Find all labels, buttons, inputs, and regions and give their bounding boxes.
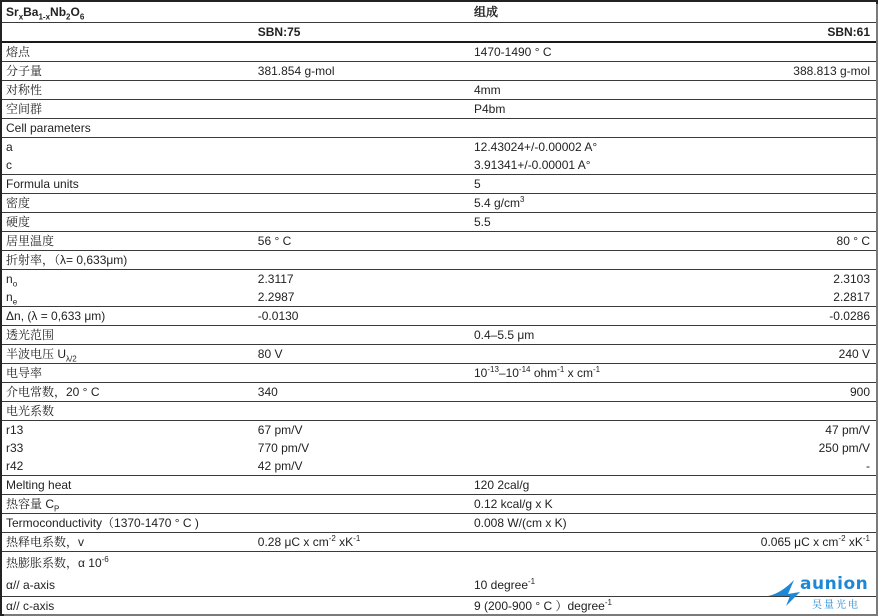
row-label: α// a-axis	[2, 574, 248, 597]
shared-value: 10 degree$^{-1}$	[464, 574, 672, 597]
shared-value: 0.12 kcal/g x K	[464, 495, 672, 514]
row-label: 热容量 $C_P$	[2, 495, 248, 514]
sbn75-value: 67 pm/V	[257, 423, 303, 437]
row-label: Formula units	[2, 175, 248, 194]
shared-value: 1470-1490 ° C	[464, 42, 672, 62]
table-row	[2, 100, 876, 119]
sbn61-value: -	[672, 457, 876, 476]
table-row	[2, 232, 876, 251]
sbn61-value: -0.0286	[672, 307, 876, 326]
row-label: 半波电压 $U_{\lambda/2}$	[2, 345, 248, 364]
sbn75-value: -0.0130	[248, 307, 464, 326]
table-row	[2, 476, 876, 495]
sbn75-heading: SBN:75	[248, 23, 464, 43]
row-label: 热膨胀系数，α $10^{-6}$	[6, 555, 109, 570]
sbn75-value: 0.28 μC x $cm^{-2}$ $xK^{-1}$	[248, 533, 464, 552]
table-row	[2, 574, 876, 597]
shared-value: 5	[464, 175, 672, 194]
shared-value: 0.008 W/(cm x K)	[464, 514, 672, 533]
sbn61-value: 250 pm/V	[818, 441, 870, 455]
shared-value: 5.5	[464, 213, 672, 232]
row-label: a	[6, 140, 13, 154]
table-row	[2, 597, 876, 616]
row-label: α// c-axis	[6, 599, 55, 613]
row-label: Cell parameters	[2, 119, 248, 138]
row-label: 对称性	[2, 81, 248, 100]
shared-value: 4mm	[464, 81, 672, 100]
sbn75-value: 770 pm/V	[257, 441, 310, 455]
table-row	[2, 307, 876, 326]
sbn61-value: 388.813 g-mol	[672, 62, 876, 81]
table-row	[2, 552, 876, 575]
table-row	[2, 138, 876, 157]
table-row	[2, 251, 876, 270]
row-label: $n_e$	[2, 288, 248, 307]
sbn75-value: 56 ° C	[248, 232, 464, 251]
row-label: 空间群	[2, 100, 248, 119]
row-label: 密度	[2, 194, 248, 213]
sbn61-value: 2.2817	[672, 288, 876, 307]
sbn61-value: 900	[672, 383, 876, 402]
shared-value: 5.4 $g/cm^3$	[464, 194, 672, 213]
shared-value: 9 (200-900 ° C ）degree$^{-1}$	[473, 598, 612, 613]
sbn75-value: 340	[248, 383, 464, 402]
table-row	[2, 457, 876, 476]
table-row	[2, 402, 876, 421]
table-row	[2, 81, 876, 100]
row-label: r42	[2, 457, 248, 476]
sbn75-value: 2.3117	[257, 272, 294, 286]
sbn75-value: 80 V	[248, 345, 464, 364]
subheader-row	[2, 23, 876, 43]
row-label: 电导率	[2, 364, 248, 383]
shared-value: 120 2cal/g	[464, 476, 672, 495]
row-label: 熔点	[2, 42, 248, 62]
table-row	[2, 345, 876, 364]
row-label: 介电常数，20 ° C	[2, 383, 248, 402]
logo-name: aunion	[800, 574, 869, 594]
table-row	[2, 326, 876, 345]
table-row	[2, 270, 876, 289]
sbn75-value: 42 pm/V	[248, 457, 464, 476]
table-row	[2, 421, 876, 440]
table-row	[2, 156, 876, 175]
table-row	[2, 213, 876, 232]
row-label: 热释电系数，v	[2, 533, 248, 552]
sbn61-value: 0.065 μC x $cm^{-2}$ $xK^{-1}$	[672, 533, 876, 552]
sbn61-value: 80 ° C	[672, 232, 876, 251]
shared-value: 0.4–5.5 μm	[464, 326, 672, 345]
formula-heading: $Sr_xBa_{1-x}Nb_2O_6$	[2, 2, 248, 23]
table-row	[2, 62, 876, 81]
row-label: Melting heat	[2, 476, 248, 495]
table-row	[2, 175, 876, 194]
row-label: r13	[6, 423, 24, 437]
table-row	[2, 288, 876, 307]
row-label: c	[2, 156, 248, 175]
sbn61-value: 47 pm/V	[825, 423, 870, 437]
shared-value: P4bm	[464, 100, 672, 119]
table-row	[2, 495, 876, 514]
table-row	[2, 383, 876, 402]
sbn61-value: 240 V	[672, 345, 876, 364]
row-label: Termoconductivity（1370-1470 ° C )	[2, 514, 248, 533]
sbn75-value: 381.854 g-mol	[248, 62, 464, 81]
sbn61-heading: SBN:61	[672, 23, 876, 43]
row-label: r33	[6, 441, 24, 455]
sbn75-value: 2.2987	[248, 288, 464, 307]
logo-subtitle: 昊量光电	[812, 600, 860, 611]
table-row	[2, 119, 876, 138]
table-row	[2, 364, 876, 383]
shared-value: 3.91341+/-0.00001 A°	[464, 156, 672, 175]
shared-value: $10^{-13}-10^{-14}$ ohm$^{-1}$ x $cm^{-1}$	[464, 364, 672, 383]
table-row	[2, 194, 876, 213]
header-row	[2, 2, 876, 23]
row-label: 分子量	[2, 62, 248, 81]
shared-value: 12.43024+/-0.00002 A°	[473, 140, 598, 154]
row-label: Δn, (λ = 0,633 μm)	[2, 307, 248, 326]
table-row	[2, 439, 876, 457]
row-label: 硬度	[2, 213, 248, 232]
row-label: 折射率，（λ= 0,633μm)	[2, 251, 248, 270]
sbn61-value: 2.3103	[833, 272, 870, 286]
row-label: 透光范围	[2, 326, 248, 345]
row-label: $n_o$	[6, 272, 18, 289]
properties-table	[2, 2, 876, 615]
composition-heading: 组成	[464, 2, 672, 23]
table-row	[2, 514, 876, 533]
row-label: 电光系数	[2, 402, 248, 421]
table-row	[2, 533, 876, 552]
table-row	[2, 42, 876, 62]
row-label: 居里温度	[2, 232, 248, 251]
